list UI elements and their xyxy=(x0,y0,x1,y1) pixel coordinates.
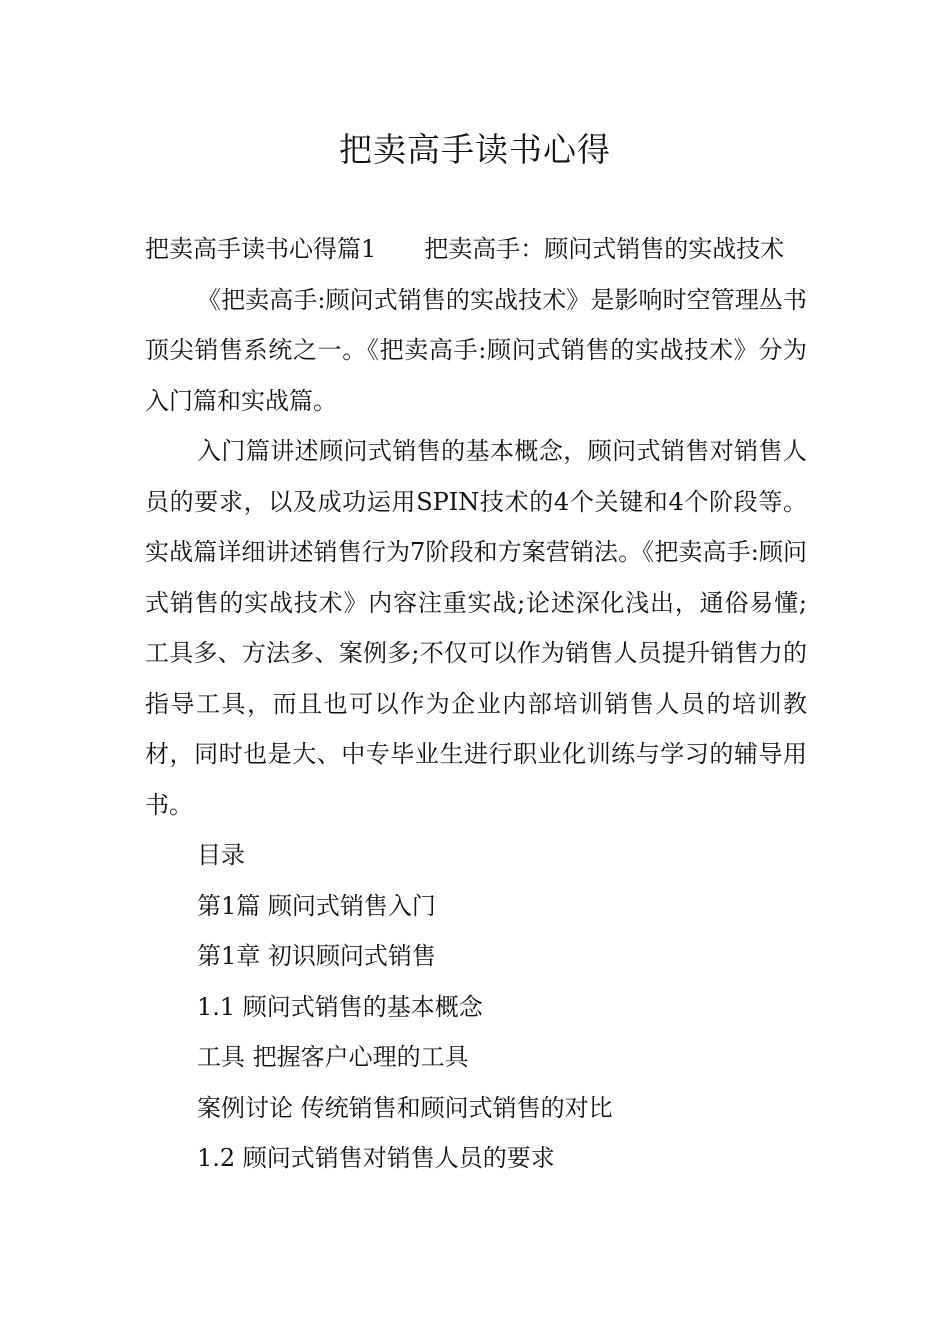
toc-item: 工具 把握客户心理的工具 xyxy=(197,1043,469,1071)
toc-item: 第1章 初识顾问式销售 xyxy=(197,942,436,970)
paragraph-summary: 入门篇讲述顾问式销售的基本概念，顾问式销售对销售人员的要求，以及成功运用SPIN技术的4个关键和4个阶段等。实战篇详细讲述销售行为7阶段和方案营销法。《把卖高手:顾问式销售的实战技术》内容注重实战;论述深化浅出，通俗易懂;工具多、方法多、案例多;不仅可以作为销售人员提升销售力的指导工具，而且也可以作为企业内部培训销售人员的培训教材，同时也是大、中专毕业生进行职业化训练与学习的辅导用书。 xyxy=(145,437,807,819)
paragraph-intro: 《把卖高手:顾问式销售的实战技术》是影响时空管理丛书顶尖销售系统之一。《把卖高手:顾问式销售的实战技术》分为入门篇和实战篇。 xyxy=(145,285,807,415)
heading-line xyxy=(145,224,807,275)
toc-item: 第1篇 顾问式销售入门 xyxy=(197,891,436,920)
toc-item: 1.2 顾问式销售对销售人员的要求 xyxy=(197,1144,555,1172)
book-title: 把卖高手：顾问式销售的实战技术 xyxy=(424,235,785,263)
toc-item: 案例讨论 传统销售和顾问式销售的对比 xyxy=(197,1093,613,1122)
document-body xyxy=(145,224,807,1184)
toc-heading: 目录 xyxy=(197,841,245,869)
document-title: 把卖高手读书心得 xyxy=(339,130,611,169)
toc-item: 1.1 顾问式销售的基本概念 xyxy=(197,992,483,1021)
table-of-contents xyxy=(145,830,807,1184)
part-label: 把卖高手读书心得篇1 xyxy=(145,235,377,263)
